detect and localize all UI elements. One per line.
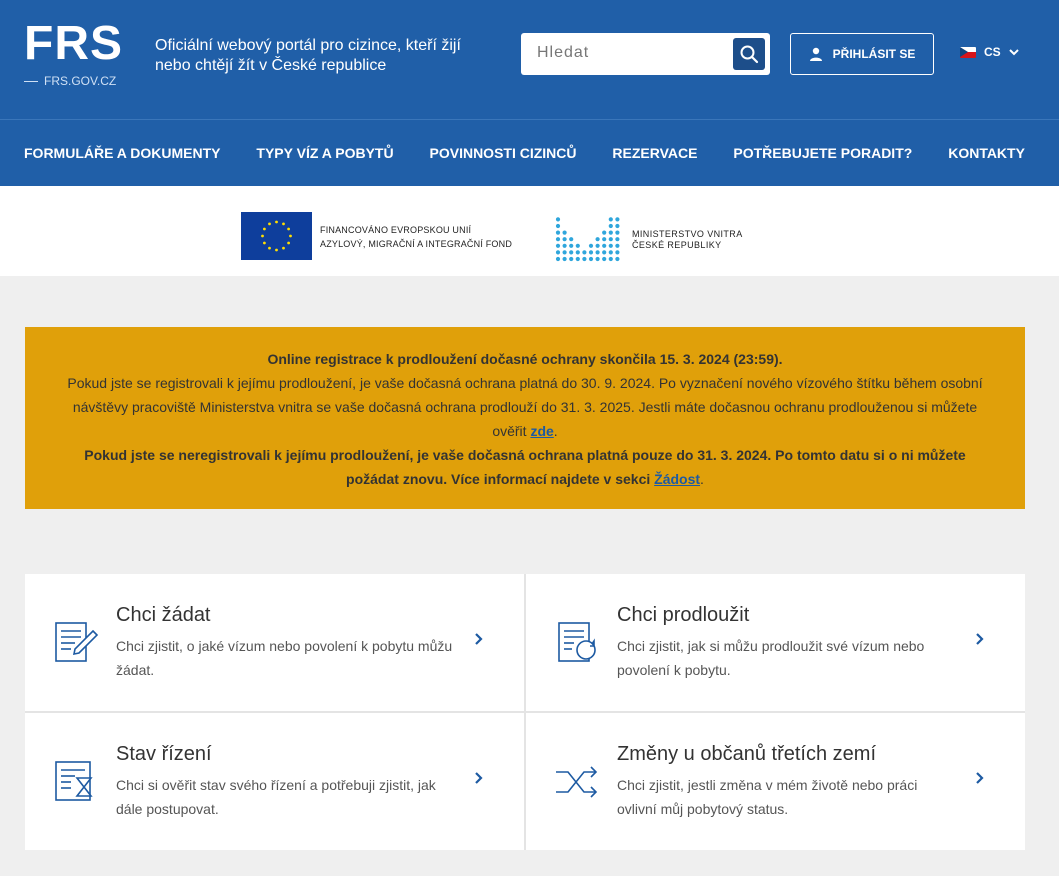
language-selector[interactable] (960, 45, 1019, 59)
user-icon (809, 47, 823, 61)
logo-text: FRS (24, 17, 123, 70)
card-title: Stav řízení (116, 743, 212, 765)
card-extend[interactable] (526, 574, 1025, 711)
form-renew-icon (554, 619, 600, 665)
site-tagline: Oficiální webový portál pro cizince, kteří žijí nebo chtějí žít v České republice (155, 37, 461, 74)
notice-body-1: Pokud jste se registrovali k jejímu prodloužení, je vaše dočasná ochrana platná do 30. 9. 2024. Po vyznačení nového vízového štítku během osobní návštěvy pracoviště Ministerstva vnitra se vaše dočasná ochrana prodlouží do 31. 3. 2025. Jestli máte dočasnou ochranu prodlouženou si můžete ověřit zde. (67, 375, 983, 439)
verify-here-link[interactable]: zde (530, 423, 554, 439)
card-title: Chci žádat (116, 604, 211, 626)
card-title: Změny u občanů třetích zemí (617, 743, 877, 765)
card-description: Chci zjistit, jestli změna v mém životě nebo práci ovlivní můj pobytový status. (617, 777, 918, 817)
card-status[interactable] (25, 713, 524, 850)
login-button[interactable] (790, 33, 934, 75)
action-cards (25, 574, 1025, 850)
card-description: Chci zjistit, jak si můžu prodloužit své vízum nebo povolení k pobytu. (617, 638, 925, 678)
frs-logo[interactable] (24, 17, 123, 88)
chevron-right-icon (474, 771, 484, 785)
chevron-right-icon (474, 632, 484, 646)
chevron-right-icon (975, 771, 985, 785)
nav-forms-documents[interactable]: FORMULÁŘE A DOKUMENTY (24, 145, 221, 161)
notice-headline: Online registrace k prodloužení dočasné ochrany skončila 15. 3. 2024 (23:59). (267, 351, 783, 367)
eu-funding-text: FINANCOVÁNO EVROPSKOU UNIÍ AZYLOVÝ, MIGRAČNÍ A INTEGRAČNÍ FOND (320, 225, 513, 249)
logo-domain: FRS.GOV.CZ (24, 74, 123, 88)
login-label: PŘIHLÁSIT SE (832, 47, 916, 61)
chevron-down-icon (1009, 49, 1019, 56)
funding-logos (0, 186, 1059, 276)
card-description: Chci si ověřit stav svého řízení a potřebuji zjistit, jak dále postupovat. (116, 777, 436, 817)
form-hourglass-icon (53, 758, 99, 804)
main-navigation (0, 119, 1059, 186)
nav-contacts[interactable]: KONTAKTY (948, 145, 1025, 161)
notice-banner (25, 327, 1025, 509)
eu-flag-logo (241, 212, 312, 260)
card-changes[interactable] (526, 713, 1025, 850)
chevron-right-icon (975, 632, 985, 646)
language-label: CS (984, 45, 1001, 59)
ministry-logo (555, 210, 621, 262)
nav-obligations[interactable]: POVINNOSTI CIZINCŮ (429, 145, 577, 161)
nav-need-advice[interactable]: POTŘEBUJETE PORADIT? (733, 145, 913, 161)
top-header (0, 0, 1059, 119)
czech-flag-icon (960, 47, 976, 58)
ministry-text: MINISTERSTVO VNITRA ČESKÉ REPUBLIKY (632, 229, 743, 250)
card-title: Chci prodloužit (617, 604, 750, 626)
application-section-link[interactable]: Žádost (654, 471, 701, 487)
search-button[interactable] (733, 38, 765, 70)
card-description: Chci zjistit, o jaké vízum nebo povolení k pobytu můžu žádat. (116, 638, 453, 678)
search-input[interactable] (537, 33, 737, 73)
card-apply[interactable] (25, 574, 524, 711)
search-box (521, 33, 770, 75)
form-pen-icon (53, 619, 99, 665)
nav-reservations[interactable]: REZERVACE (612, 145, 698, 161)
notice-body-2: Pokud jste se neregistrovali k jejímu prodloužení, je vaše dočasná ochrana platná pouze do 31. 3. 2024. Po tomto datu si o ni můžete požádat znovu. Více informací najdete v sekci Žádost. (84, 447, 966, 487)
nav-visa-types[interactable]: TYPY VÍZ A POBYTŮ (256, 145, 394, 161)
shuffle-arrows-icon (554, 758, 600, 804)
search-icon (739, 44, 759, 64)
